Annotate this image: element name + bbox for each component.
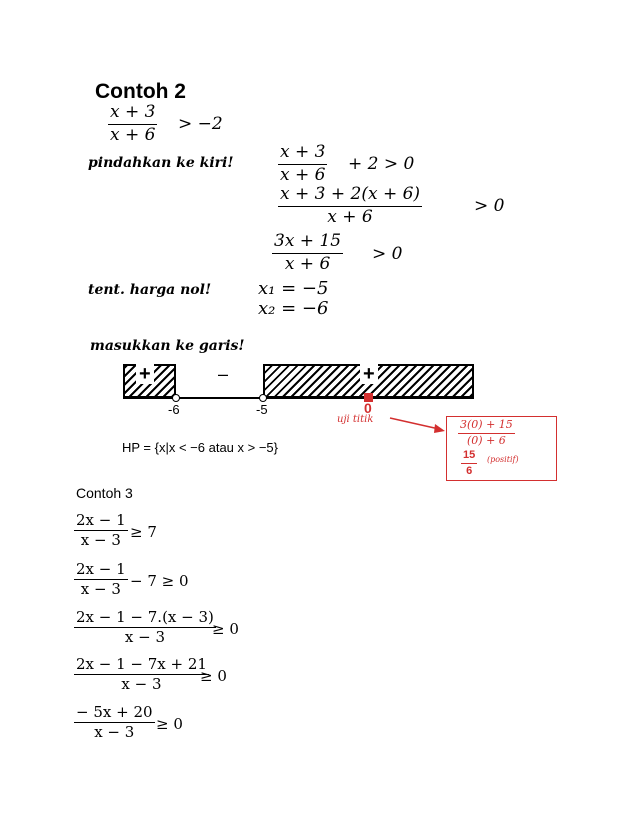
denominator: x + 6 <box>284 253 331 274</box>
denominator: x − 3 <box>124 628 165 647</box>
denominator: x + 6 <box>110 124 156 145</box>
open-point-minus6 <box>172 394 180 402</box>
sign-middle: – <box>218 364 229 384</box>
zero-x1: x₁ = −5 <box>258 278 329 299</box>
label-masukkan: masukkan ke garis! <box>90 338 245 354</box>
label-uji-titik: uji titik <box>337 414 374 425</box>
denominator: x + 6 <box>280 164 326 185</box>
denominator: x + 6 <box>327 206 373 227</box>
c2-step1-rhs: + 2 > 0 <box>348 154 415 174</box>
denominator: x − 3 <box>80 580 121 599</box>
c3-step4-fraction <box>74 656 209 694</box>
c2-ineq-fraction <box>108 103 157 145</box>
c3-step5-fraction <box>74 704 155 742</box>
c3-step5-rhs: ≥ 0 <box>156 715 183 733</box>
c3-step3-rhs: ≥ 0 <box>212 620 239 638</box>
numerator: x + 3 + 2(x + 6) <box>280 184 421 204</box>
numerator: 3(0) + 15 <box>460 418 513 431</box>
zero-x2: x₂ = −6 <box>258 298 329 319</box>
c2-step3-rhs: > 0 <box>372 244 403 264</box>
denominator: 6 <box>466 464 473 477</box>
label-harga-nol: tent. harga nol! <box>88 282 212 298</box>
c3-step2-rhs: − 7 ≥ 0 <box>130 572 189 590</box>
box-note: (positif) <box>487 455 519 464</box>
contoh2-title: Contoh 2 <box>95 80 186 103</box>
numerator: − 5x + 20 <box>76 703 153 721</box>
contoh3-title: Contoh 3 <box>76 485 133 501</box>
numerator: 2x − 1 − 7x + 21 <box>76 655 207 673</box>
numerator: 15 <box>463 449 476 461</box>
numerator: x + 3 <box>280 142 326 162</box>
numerator: 2x − 1 <box>76 560 126 578</box>
c2-ineq-rhs: > −2 <box>178 114 223 134</box>
arrow-icon <box>389 414 449 436</box>
c3-step1-fraction <box>74 512 128 550</box>
c3-step4-rhs: ≥ 0 <box>200 667 227 685</box>
tick-zero: 0 <box>364 400 372 416</box>
open-point-minus5 <box>259 394 267 402</box>
c3-step3-fraction <box>74 609 216 647</box>
sign-right: + <box>360 364 378 384</box>
numerator: 3x + 15 <box>274 231 342 251</box>
box-fraction <box>458 419 515 447</box>
box-result-fraction <box>461 449 477 477</box>
label-pindahkan: pindahkan ke kiri! <box>88 155 234 171</box>
numerator: x + 3 <box>110 102 156 122</box>
sign-left: + <box>136 364 154 384</box>
denominator: x − 3 <box>80 531 121 550</box>
fraction-bar <box>461 463 477 464</box>
tick-minus5: -5 <box>256 402 268 417</box>
c2-step1-fraction <box>278 143 327 185</box>
denominator: x − 3 <box>121 675 162 694</box>
c3-step2-fraction <box>74 561 128 599</box>
tick-minus6: -6 <box>168 402 180 417</box>
numerator: 2x − 1 <box>76 511 126 529</box>
c3-step1-rhs: ≥ 7 <box>130 523 157 541</box>
denominator: x − 3 <box>94 723 135 742</box>
solution-set: HP = {x|x < −6 atau x > −5} <box>122 440 278 455</box>
denominator: (0) + 6 <box>467 433 506 447</box>
numerator: 2x − 1 − 7.(x − 3) <box>76 608 214 626</box>
c2-step2-rhs: > 0 <box>474 196 505 216</box>
c2-step2-fraction <box>278 185 422 227</box>
c2-step3-fraction <box>272 232 343 274</box>
